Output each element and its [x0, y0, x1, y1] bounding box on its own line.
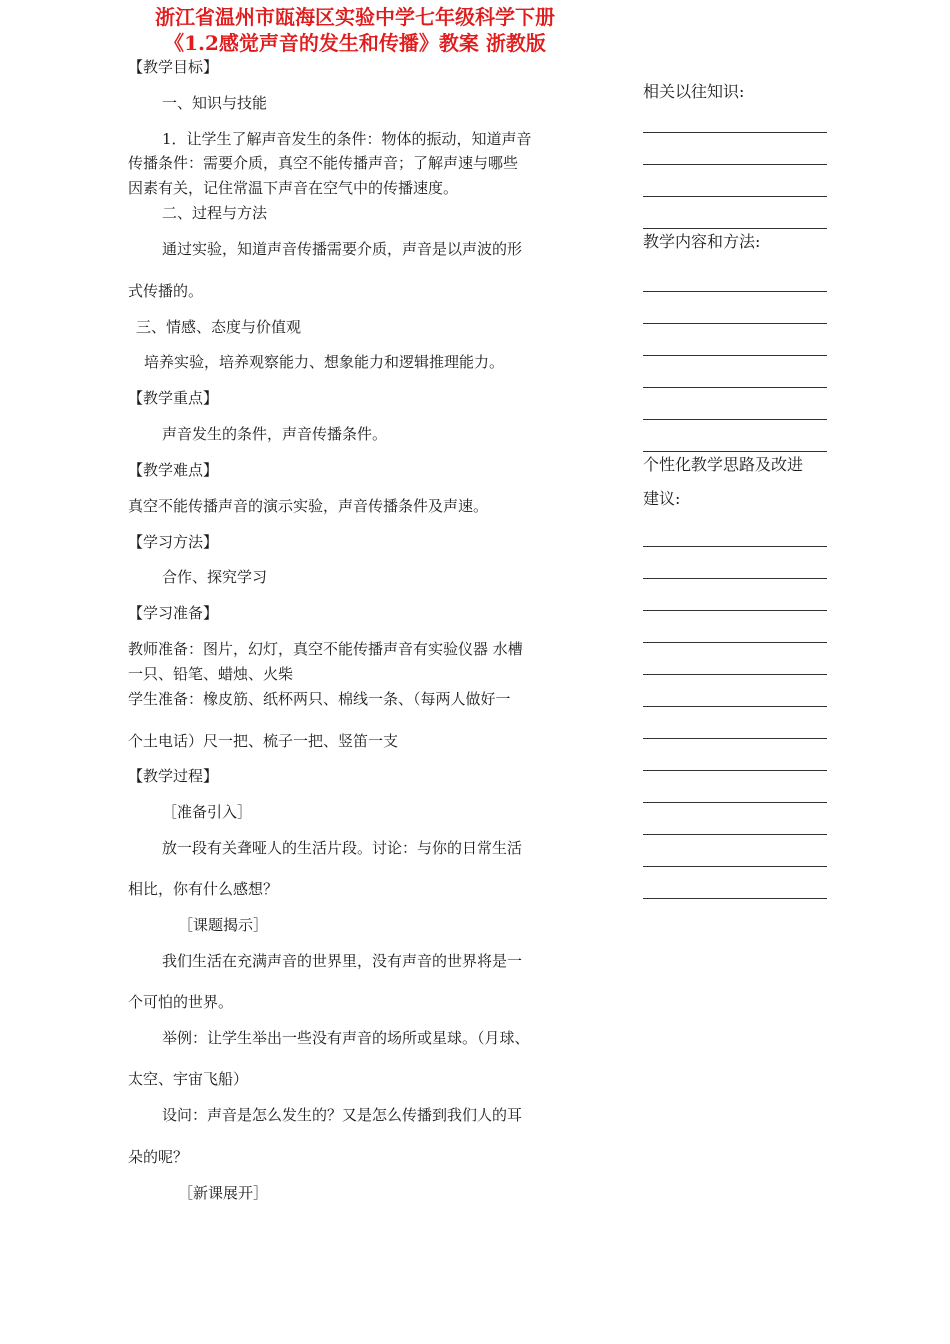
- key-heading: 【教学重点】: [128, 389, 219, 407]
- method-text: 合作、探究学习: [162, 568, 268, 586]
- personal-ideas-label-line-2: 建议:: [643, 489, 681, 508]
- personal-ideas-line: [643, 770, 827, 771]
- intro-text-line-1: 放一段有关聋哑人的生活片段。讨论：与你的日常生活: [162, 839, 523, 857]
- prior-knowledge-line: [643, 228, 827, 229]
- topic-text-line-2: 个可怕的世界。: [128, 993, 234, 1011]
- goal1-text-line-3: 因素有关，记住常温下声音在空气中的传播速度。: [128, 179, 459, 197]
- goal1-text-line-1: 1．让学生了解声音发生的条件：物体的振动，知道声音: [162, 130, 532, 148]
- difficult-text: 真空不能传播声音的演示实验，声音传播条件及声速。: [128, 497, 489, 515]
- topic-heading: ［课题揭示］: [178, 916, 269, 934]
- content-method-line: [643, 355, 827, 356]
- example-line-2: 太空、宇宙飞船）: [128, 1070, 249, 1088]
- personal-ideas-line: [643, 610, 827, 611]
- personal-ideas-line: [643, 802, 827, 803]
- personal-ideas-line: [643, 834, 827, 835]
- new-lesson-heading: ［新课展开］: [178, 1184, 269, 1202]
- personal-ideas-line: [643, 706, 827, 707]
- content-method-label: 教学内容和方法:: [643, 232, 761, 251]
- example-line-1: 举例：让学生举出一些没有声音的场所或星球。（月球、: [162, 1029, 530, 1047]
- prior-knowledge-label: 相关以往知识:: [643, 82, 745, 101]
- title-line-1: 浙江省温州市瓯海区实验中学七年级科学下册: [155, 5, 555, 29]
- content-method-line: [643, 323, 827, 324]
- prior-knowledge-line: [643, 132, 827, 133]
- difficult-heading: 【教学难点】: [128, 461, 219, 479]
- key-text: 声音发生的条件，声音传播条件。: [162, 425, 388, 443]
- topic-text-line-1: 我们生活在充满声音的世界里，没有声音的世界将是一: [162, 952, 523, 970]
- goal1-text-line-2: 传播条件：需要介质，真空不能传播声音；了解声速与哪些: [128, 154, 519, 172]
- personal-ideas-line: [643, 642, 827, 643]
- process-heading: 【教学过程】: [128, 767, 219, 785]
- goal2-text-line-1: 通过实验，知道声音传播需要介质，声音是以声波的形: [162, 240, 523, 258]
- teacher-prep-line-2: 一只、铅笔、蜡烛、火柴: [128, 665, 294, 683]
- goal3-heading: 三、情感、态度与价值观: [136, 318, 302, 336]
- personal-ideas-line: [643, 898, 827, 899]
- goals-heading: 【教学目标】: [128, 58, 219, 76]
- content-method-line: [643, 419, 827, 420]
- content-method-line: [643, 451, 827, 452]
- goal2-heading: 二、过程与方法: [162, 204, 268, 222]
- student-prep-line-1: 学生准备：橡皮筋、纸杯两只、棉线一条、（每两人做好一: [128, 690, 511, 708]
- prior-knowledge-line: [643, 164, 827, 165]
- question-line-2: 朵的呢？: [128, 1148, 189, 1166]
- intro-text-line-2: 相比，你有什么感想？: [128, 880, 279, 898]
- personal-ideas-line: [643, 546, 827, 547]
- personal-ideas-line: [643, 738, 827, 739]
- prep-heading: 【学习准备】: [128, 604, 219, 622]
- goal3-text: 培养实验，培养观察能力、想象能力和逻辑推理能力。: [144, 353, 505, 371]
- personal-ideas-line: [643, 578, 827, 579]
- personal-ideas-line: [643, 866, 827, 867]
- content-method-line: [643, 291, 827, 292]
- question-line-1: 设问：声音是怎么发生的？又是怎么传播到我们人的耳: [162, 1106, 523, 1124]
- student-prep-line-2: 个土电话）尺一把、梳子一把、竖笛一支: [128, 732, 399, 750]
- goal1-heading: 一、知识与技能: [162, 94, 268, 112]
- personal-ideas-line: [643, 674, 827, 675]
- personal-ideas-label-line-1: 个性化教学思路及改进: [643, 455, 804, 474]
- teacher-prep-line-1: 教师准备：图片，幻灯，真空不能传播声音有实验仪器 水槽: [128, 640, 523, 658]
- prior-knowledge-line: [643, 196, 827, 197]
- method-heading: 【学习方法】: [128, 533, 219, 551]
- intro-heading: ［准备引入］: [162, 803, 253, 821]
- title-line-2: 《1.2感觉声音的发生和传播》教案 浙教版: [164, 31, 546, 55]
- goal2-text-line-2: 式传播的。: [128, 282, 204, 300]
- content-method-line: [643, 387, 827, 388]
